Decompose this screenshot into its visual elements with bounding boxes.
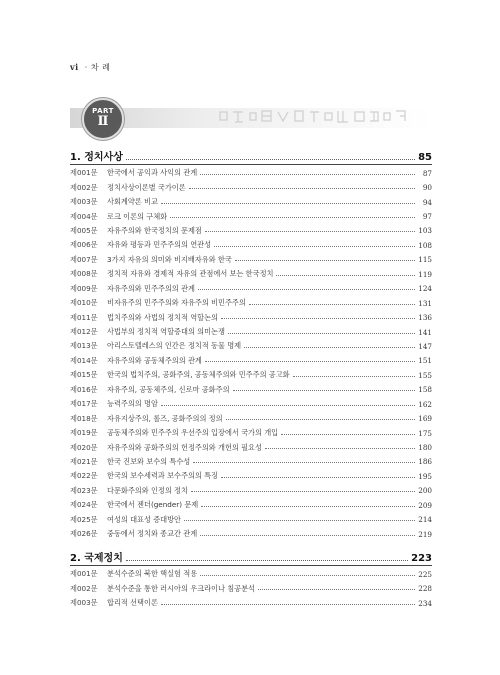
entry-title: 분석수준을 통한 러시아의 우크라이나 침공분석: [107, 583, 256, 593]
entry-page-number: 115: [418, 255, 432, 265]
leader-dots: [161, 203, 415, 204]
part-number: Ⅱ: [97, 114, 109, 129]
entry-number: 제001문: [70, 569, 98, 579]
entry-number: 제020문: [70, 442, 98, 452]
entry-page-number: 94: [422, 197, 432, 207]
entry-title: 로크 이론의 구체화: [107, 211, 168, 221]
entry-page-number: 200: [418, 486, 432, 496]
entry-page-number: 225: [418, 569, 432, 579]
leader-dots: [200, 575, 415, 576]
toc-entry[interactable]: [70, 513, 432, 527]
entry-number: 제016문: [70, 384, 98, 394]
page-roman-numeral: vi: [70, 62, 79, 72]
entry-number: 제008문: [70, 269, 98, 279]
entry-page-number: 151: [418, 356, 432, 366]
section-title: 2. 국제정치: [70, 553, 123, 564]
entry-title: 사법부의 정치적 역할증대의 의미논쟁: [107, 327, 225, 337]
leader-dots: [276, 275, 415, 276]
leader-dots: [244, 347, 415, 348]
toc-entry[interactable]: [70, 498, 432, 512]
entry-number: 제001문: [70, 168, 98, 178]
entry-title: 법치주의와 사법의 정치적 역할논의: [107, 312, 219, 322]
entry-page-number: 186: [418, 457, 432, 467]
leader-dots: [126, 159, 415, 160]
toc-entry[interactable]: [70, 339, 432, 353]
entry-title: 한국의 보수세력과 보수주의의 특징: [107, 471, 219, 481]
toc-entry[interactable]: [70, 296, 432, 310]
leader-dots: [226, 419, 415, 420]
toc-entry[interactable]: [70, 411, 432, 425]
header-label: 차 례: [90, 63, 111, 72]
leader-dots: [205, 361, 415, 362]
entry-number: 제024문: [70, 500, 98, 510]
toc-entry[interactable]: [70, 195, 432, 209]
entry-number: 제013문: [70, 341, 98, 351]
leader-dots: [161, 604, 415, 605]
entry-page-number: 162: [418, 399, 432, 409]
entry-title: 자유주의와 민주주의의 관계: [107, 283, 195, 293]
entry-title: 능력주의의 명암: [107, 399, 158, 409]
entry-number: 제003문: [70, 598, 98, 608]
entry-number: 제002문: [70, 182, 98, 192]
leader-dots: [200, 535, 415, 536]
entry-title: 자유주의와 공동체주의의 관계: [107, 355, 202, 365]
toc-entry[interactable]: [70, 596, 432, 610]
entry-number: 제015문: [70, 370, 98, 380]
entry-page-number: 219: [418, 529, 432, 539]
entry-title: 사회계약론 비교: [107, 197, 158, 207]
entry-number: 제003문: [70, 197, 98, 207]
toc-list: [70, 166, 432, 541]
toc-entry[interactable]: [70, 383, 432, 397]
entry-page-number: 214: [418, 515, 432, 525]
entry-page-number: 119: [418, 269, 432, 279]
entry-page-number: 228: [418, 584, 432, 594]
toc-entry[interactable]: [70, 581, 432, 595]
leader-dots: [233, 390, 415, 391]
leader-dots: [265, 448, 415, 449]
entry-title: 여성의 대표성 증대방안: [107, 514, 182, 524]
entry-number: 제012문: [70, 327, 98, 337]
entry-page-number: 234: [418, 598, 432, 608]
part-banner: [70, 102, 432, 132]
entry-page-number: 209: [418, 500, 432, 510]
toc-entry[interactable]: [70, 209, 432, 223]
leader-dots: [205, 231, 415, 232]
entry-number: 제019문: [70, 428, 98, 438]
toc-entry[interactable]: [70, 267, 432, 281]
entry-number: 제010문: [70, 298, 98, 308]
toc-entry[interactable]: [70, 253, 432, 267]
entry-page-number: 158: [418, 385, 432, 395]
section-page-number: 223: [411, 553, 432, 564]
entry-number: 제009문: [70, 283, 98, 293]
entry-page-number: 169: [418, 414, 432, 424]
entry-page-number: 124: [418, 284, 432, 294]
entry-page-number: 87: [422, 168, 432, 178]
entry-title: 비자유주의 민주주의와 자유주의 비민주주의: [107, 298, 246, 308]
entry-page-number: 136: [418, 313, 432, 323]
entry-page-number: 195: [418, 471, 432, 481]
toc-entry[interactable]: [70, 310, 432, 324]
leader-dots: [214, 246, 415, 247]
toc-entry[interactable]: [70, 166, 432, 180]
leader-dots: [235, 260, 415, 261]
entry-title: 한국에서 공익과 사익의 관계: [107, 168, 198, 178]
entry-number: 제007문: [70, 254, 98, 264]
entry-number: 제014문: [70, 355, 98, 365]
leader-dots: [161, 405, 415, 406]
toc-entry[interactable]: [70, 325, 432, 339]
entry-number: 제021문: [70, 456, 98, 466]
entry-page-number: 131: [418, 298, 432, 308]
entry-page-number: 180: [418, 443, 432, 453]
entry-number: 제017문: [70, 399, 98, 409]
entry-title: 자유와 평등과 민주주의의 연관성: [107, 240, 212, 250]
toc-list: [70, 567, 432, 610]
toc-entry[interactable]: [70, 527, 432, 541]
leader-dots: [221, 477, 415, 478]
entry-title: 다문화주의와 인정의 정치: [107, 485, 188, 495]
part-banner-decoration: [70, 102, 432, 132]
leader-dots: [189, 188, 415, 189]
entry-number: 제004문: [70, 211, 98, 221]
leader-dots: [281, 434, 415, 435]
leader-dots: [184, 520, 415, 521]
entry-number: 제018문: [70, 413, 98, 423]
toc-entry[interactable]: [70, 426, 432, 440]
entry-title: 자유주의, 공동체주의, 신로마 공화주의: [107, 384, 230, 394]
running-header: [70, 62, 110, 73]
entry-number: 제025문: [70, 514, 98, 524]
entry-title: 합리적 선택이론: [107, 598, 158, 608]
header-separator: ·: [84, 63, 88, 72]
entry-number: 제005문: [70, 225, 98, 235]
toc-entry[interactable]: [70, 282, 432, 296]
leader-dots: [249, 304, 415, 305]
toc-entry[interactable]: [70, 224, 432, 238]
section-heading[interactable]: [70, 551, 432, 566]
leader-dots: [170, 217, 415, 218]
toc-entry[interactable]: [70, 469, 432, 483]
leader-dots: [200, 174, 415, 175]
part-badge: [82, 98, 124, 140]
toc-entry[interactable]: [70, 484, 432, 498]
section-heading[interactable]: [70, 150, 432, 165]
toc-entry[interactable]: [70, 397, 432, 411]
section-title: 1. 정치사상: [70, 152, 123, 163]
leader-dots: [258, 589, 415, 590]
toc-entry[interactable]: [70, 354, 432, 368]
leader-dots: [201, 506, 415, 507]
entry-number: 제002문: [70, 583, 98, 593]
toc-entry[interactable]: [70, 455, 432, 469]
entry-title: 자유주의와 한국정치의 문제점: [107, 225, 202, 235]
entry-title: 3가지 자유의 의미와 비지배자유와 한국: [107, 254, 232, 264]
entry-title: 분석수준의 북한 핵실험 적용: [107, 569, 198, 579]
entry-page-number: 175: [418, 428, 432, 438]
entry-number: 제023문: [70, 485, 98, 495]
entry-page-number: 147: [418, 341, 432, 351]
section-page-number: 85: [418, 152, 432, 163]
entry-title: 정치사상이론별 국가이론: [107, 182, 186, 192]
toc-entry[interactable]: [70, 238, 432, 252]
leader-dots: [126, 560, 408, 561]
entry-page-number: 108: [418, 240, 432, 250]
leader-dots: [191, 491, 415, 492]
leader-dots: [293, 376, 415, 377]
entry-title: 아리스토텔레스의 인간은 정치적 동물 명제: [107, 341, 242, 351]
entry-title: 중동에서 정치와 종교간 관계: [107, 529, 198, 539]
entry-title: 자유주의와 공화주의의 헌정주의와 개헌의 필요성: [107, 442, 262, 452]
entry-number: 제026문: [70, 529, 98, 539]
entry-number: 제022문: [70, 471, 98, 481]
toc-entry[interactable]: [70, 567, 432, 581]
leader-dots: [193, 462, 415, 463]
leader-dots: [228, 333, 415, 334]
leader-dots: [221, 318, 415, 319]
entry-title: 한국에서 젠더(gender) 문제: [107, 500, 199, 510]
entry-number: 제011문: [70, 312, 98, 322]
entry-page-number: 103: [418, 226, 432, 236]
entry-title: 공동체주의와 민주주의 우선주의 입장에서 국가의 개입: [107, 428, 279, 438]
entry-page-number: 90: [422, 183, 432, 193]
toc-entry[interactable]: [70, 440, 432, 454]
entry-title: 자유지상주의, 롤즈, 공화주의의 정의: [107, 413, 223, 423]
entry-page-number: 97: [422, 212, 432, 222]
entry-title: 한국 진보와 보수의 특수성: [107, 456, 191, 466]
toc-entry[interactable]: [70, 180, 432, 194]
part-label: PART: [92, 107, 114, 115]
toc-entry[interactable]: [70, 368, 432, 382]
entry-title: 한국의 법치주의, 공화주의, 공동체주의와 민주주의 공고화: [107, 370, 290, 380]
leader-dots: [198, 289, 415, 290]
entry-title: 정치적 자유와 경제적 자유의 관점에서 보는 한국정치: [107, 269, 274, 279]
entry-number: 제006문: [70, 240, 98, 250]
entry-page-number: 155: [418, 370, 432, 380]
entry-page-number: 141: [418, 327, 432, 337]
